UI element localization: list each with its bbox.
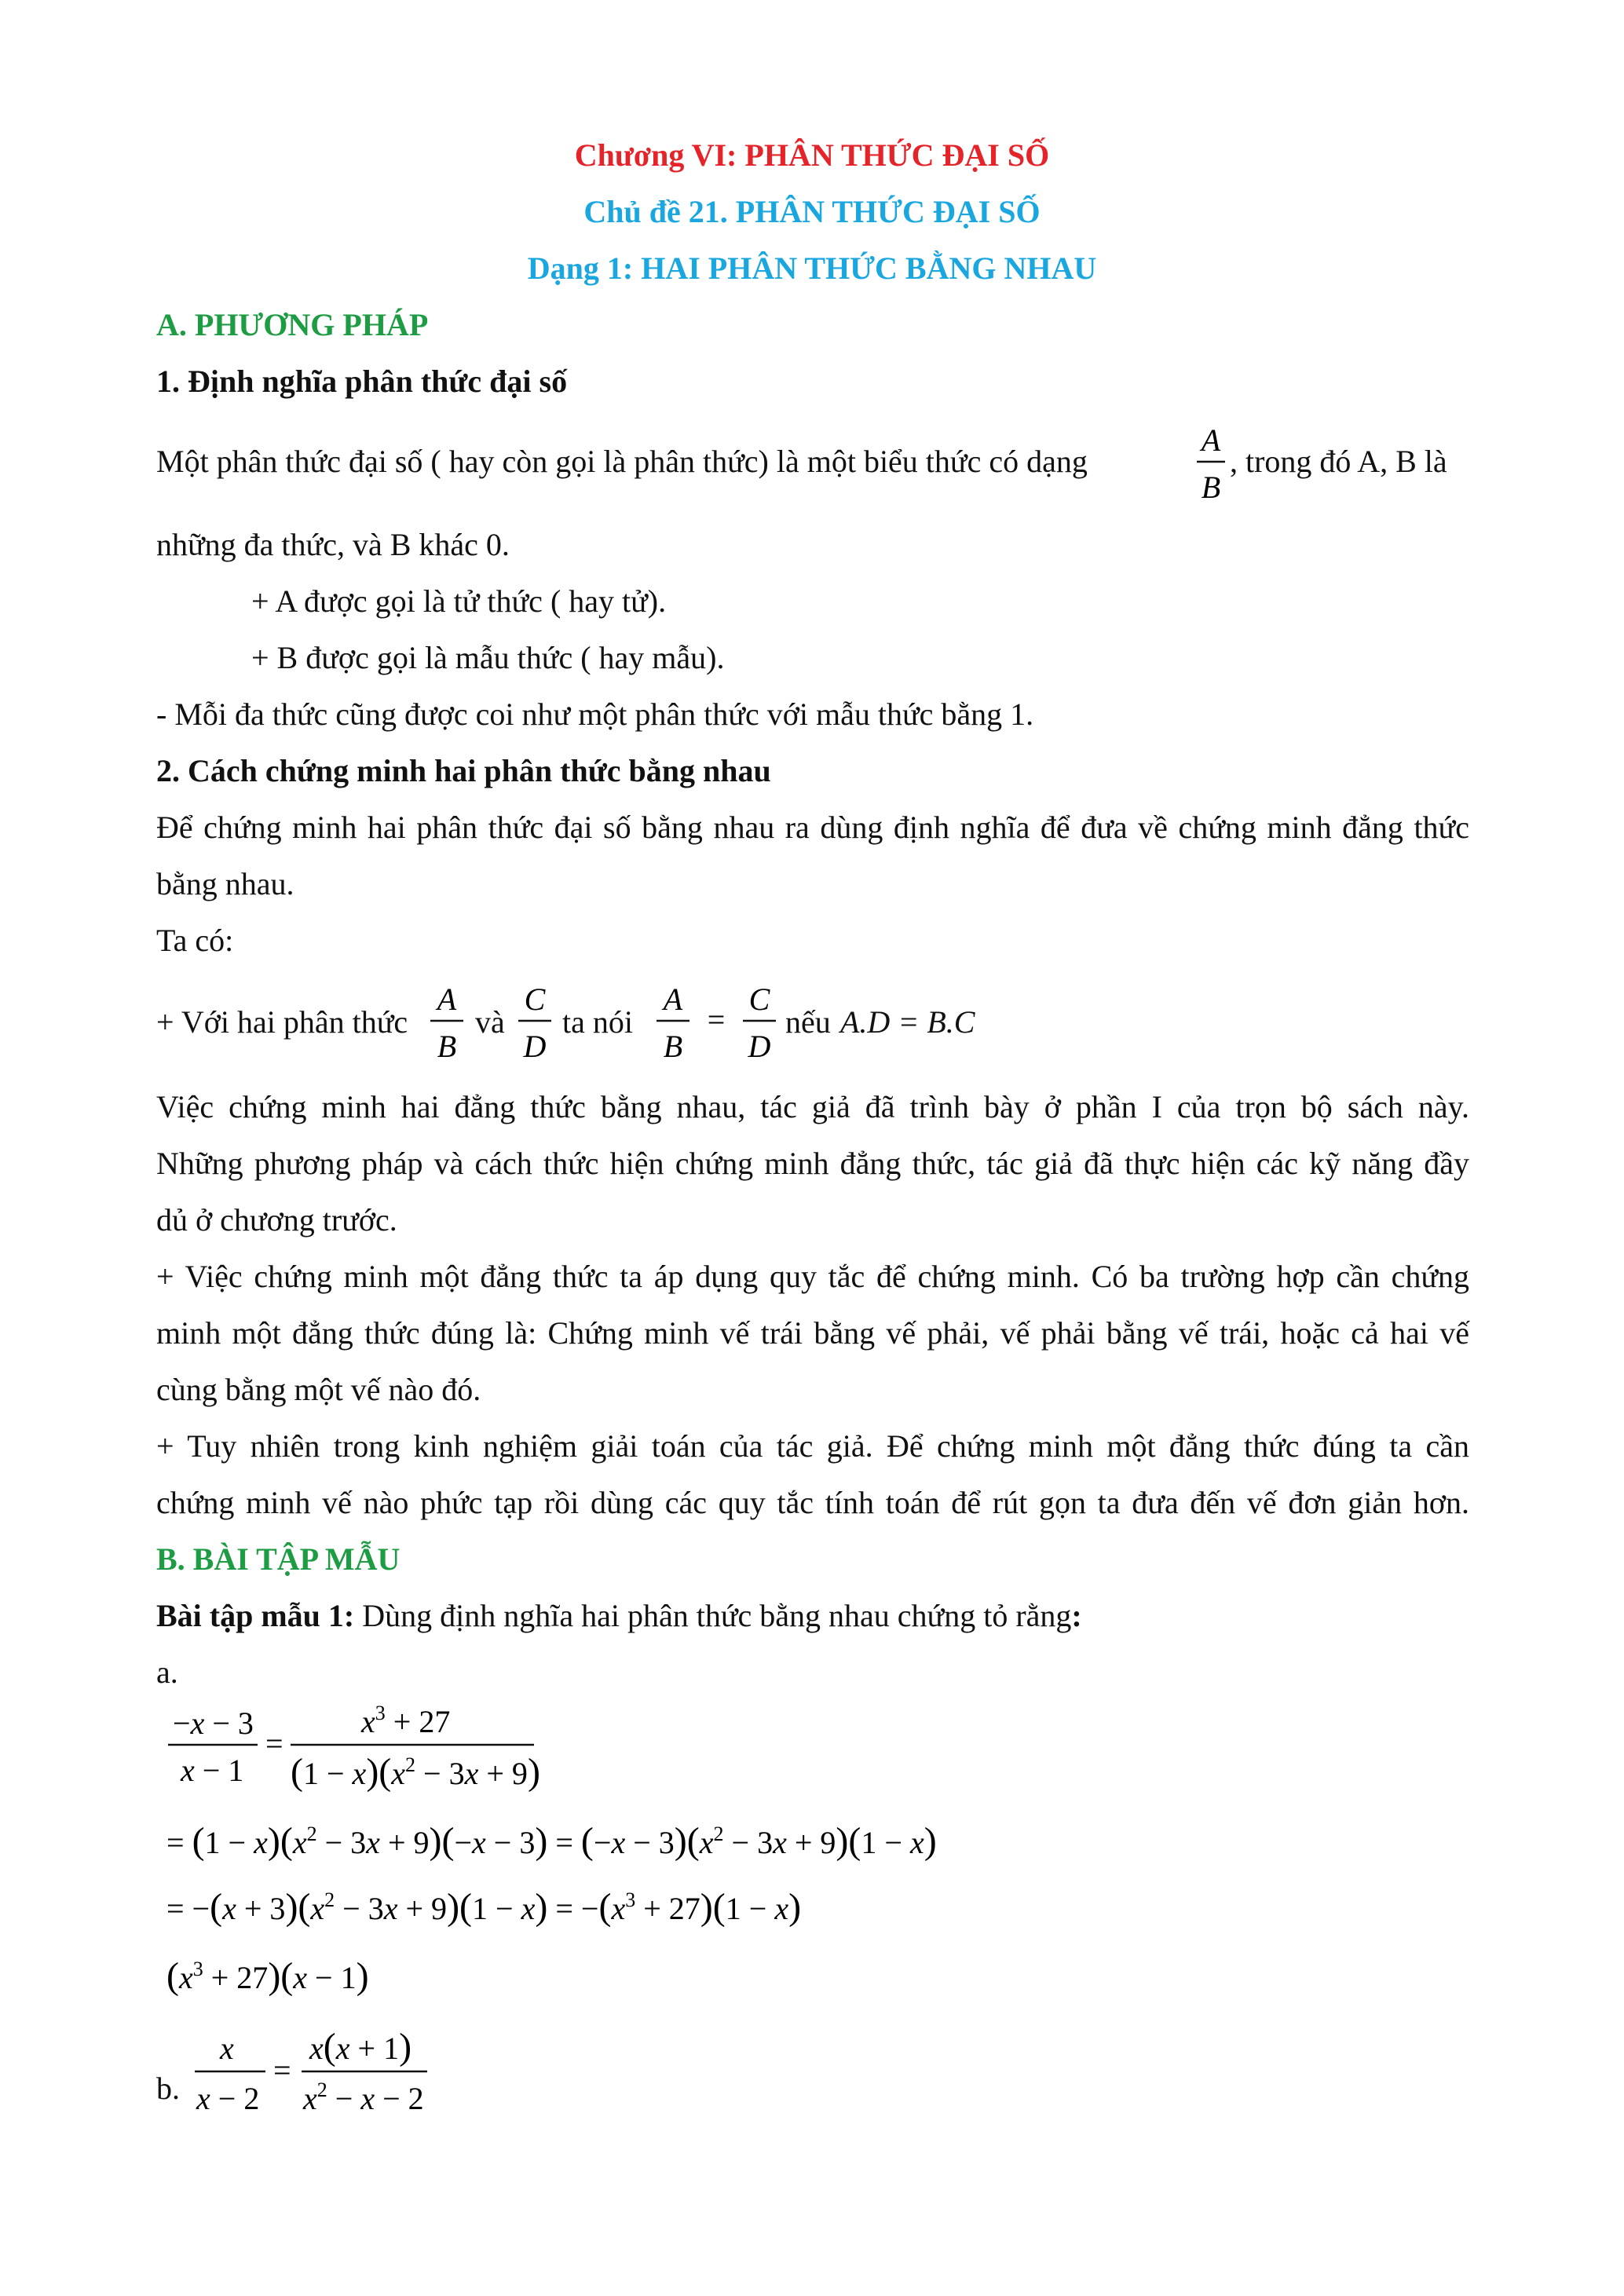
paragraph-2-line-1: + Việc chứng minh một đẳng thức ta áp dụng quy tắc để chứng minh. Có ba trường hợp cần chứng — [156, 1259, 1469, 1294]
definition-line-1: Một phân thức đại số ( hay còn gọi là phân thức) là một biểu thức có dạng — [156, 444, 1088, 479]
fraction-numerator: A — [1201, 422, 1221, 458]
rule-condition: A.D = B.C — [840, 1004, 975, 1040]
paragraph-2-line-3: cùng bằng một vế nào đó. — [156, 1372, 481, 1407]
exercise-1-colon: : — [1071, 1598, 1082, 1633]
svg-text:(1 − x)(x2 − 3x + 9): $(1 - x)(x^2 - 3x + 9)$ — [291, 1751, 540, 1793]
ta-co-label: Ta có: — [156, 923, 234, 958]
svg-text:x − 2: x − 2 — [196, 2081, 260, 2116]
rule-if: nếu — [785, 1004, 831, 1040]
svg-text:(x3 + 27)(x − 1): $(x^3 + 27)(x - 1)$ — [166, 1955, 369, 1997]
rule-and: và — [475, 1004, 505, 1040]
part-a-derivation — [157, 1696, 1021, 2042]
svg-text:C: C — [748, 982, 770, 1017]
rule-equality-fractions — [653, 978, 779, 1066]
bullet-numerator: + A được gọi là tử thức ( hay tử). — [251, 583, 667, 619]
svg-text:x2 − x − 2: $x^2 - x - 2$ — [303, 2078, 424, 2116]
svg-text:C: C — [524, 982, 546, 1017]
svg-text:=: = — [273, 2053, 291, 2088]
definition-line-2: những đa thức, và B khác 0. — [156, 527, 510, 562]
equation-line-2 — [166, 1820, 937, 1862]
exercise-1-statement — [156, 1597, 1082, 1635]
paragraph-1-line-3: dủ ở chương trước. — [156, 1202, 397, 1238]
fraction-a-over-b — [1195, 421, 1227, 507]
svg-text:x − 1: x − 1 — [181, 1753, 244, 1788]
paragraph-1-line-2: Những phương pháp và cách thức hiện chứng minh đẳng thức, tác giả đã thực hiện các kỹ năng đầy — [156, 1146, 1469, 1181]
svg-text:= −(x + 3)(x2 − 3x + 9)(1 − x): = $-(x + 3)(x^2 - 3x + 9)(1 - x) = -(x^3 + 27)(1 - x)$ — [166, 1886, 802, 1928]
part-b-equation — [192, 2021, 474, 2131]
exercise-1-label: Bài tập mẫu 1: — [156, 1598, 355, 1633]
part2-title: 2. Cách chứng minh hai phân thức bằng nhau — [156, 753, 771, 788]
equation-line-4 — [166, 1955, 369, 1997]
topic-heading: Chủ đề 21. PHÂN THỨC ĐẠI SỐ — [583, 194, 1041, 229]
svg-text:A: A — [663, 982, 683, 1017]
fraction-denominator: B — [1201, 470, 1221, 505]
bullet-denominator: + B được gọi là mẫu thức ( hay mẫu). — [251, 640, 725, 675]
svg-text:= (1 − x)(x2 − 3x + 9)(−x − 3): = $(1 - x)(x^2 - 3x + 9)(-x - 3) = (-x - 3)(x^2 - 3x + 9)(1 - x)$ — [166, 1820, 937, 1862]
polynomial-note: - Mỗi đa thức cũng được coi như một phân thức với mẫu thức bằng 1. — [156, 696, 1034, 732]
svg-text:x3 + 27: $x^3 + 27$ — [361, 1702, 451, 1739]
rule-fraction-a-b — [427, 978, 466, 1066]
rule-fraction-c-d — [515, 978, 554, 1066]
svg-text:B: B — [663, 1029, 683, 1064]
equation-line-3 — [166, 1886, 801, 1928]
rule-prefix: + Với hai phân thức — [156, 1004, 408, 1040]
svg-text:=: = — [265, 1726, 283, 1761]
paragraph-3-line-2: chứng minh vế nào phức tạp rồi dùng các quy tắc tính toán để rút gọn ta đưa đến vế đơn giản hơn. — [156, 1485, 1469, 1520]
part1-title: 1. Định nghĩa phân thức đại số — [156, 364, 568, 399]
paragraph-1-line-1: Việc chứng minh hai đẳng thức bằng nhau, tác giả đã trình bày ở phần I của trọn bộ sách này. — [156, 1089, 1469, 1124]
svg-text:A: A — [437, 982, 457, 1017]
rule-say: ta nói — [562, 1004, 633, 1040]
svg-text:D: D — [523, 1029, 547, 1064]
svg-text:x: x — [220, 2031, 234, 2066]
svg-text:D: D — [748, 1029, 771, 1064]
paragraph-2-line-2: minh một đẳng thức đúng là: Chứng minh vế trái bằng vế phải, vế phải bằng vế trái, hoặc cả hai vế — [156, 1315, 1469, 1351]
part2-intro-line-1: Để chứng minh hai phân thức đại số bằng nhau ra dùng định nghĩa để đưa về chứng minh đẳng thức — [156, 810, 1469, 845]
svg-text:=: = — [707, 1002, 726, 1037]
definition-line-1-tail: , trong đó A, B là — [1230, 444, 1447, 479]
equation-line-1 — [168, 1702, 540, 1793]
part-a-label: a. — [156, 1654, 178, 1690]
section-b-heading: B. BÀI TẬP MẪU — [156, 1541, 401, 1577]
exercise-1-text: Dùng định nghĩa hai phân thức bằng nhau chứng tỏ rằng — [354, 1598, 1072, 1633]
chapter-heading: Chương VI: PHÂN THỨC ĐẠI SỐ — [574, 137, 1050, 173]
svg-text:−x − 3: −x − 3 — [173, 1706, 254, 1741]
form-heading: Dạng 1: HAI PHÂN THỨC BẰNG NHAU — [527, 250, 1097, 286]
svg-text:B: B — [437, 1029, 457, 1064]
part-b-label: b. — [156, 2071, 180, 2106]
svg-text:x(x + 1): x(x + 1) — [309, 2026, 412, 2067]
paragraph-3-line-1: + Tuy nhiên trong kinh nghiệm giải toán của tác giả. Để chứng minh một đẳng thức đúng ta cần — [156, 1428, 1469, 1464]
section-a-heading: A. PHƯƠNG PHÁP — [156, 307, 429, 342]
part2-intro-line-2: bằng nhau. — [156, 866, 294, 901]
